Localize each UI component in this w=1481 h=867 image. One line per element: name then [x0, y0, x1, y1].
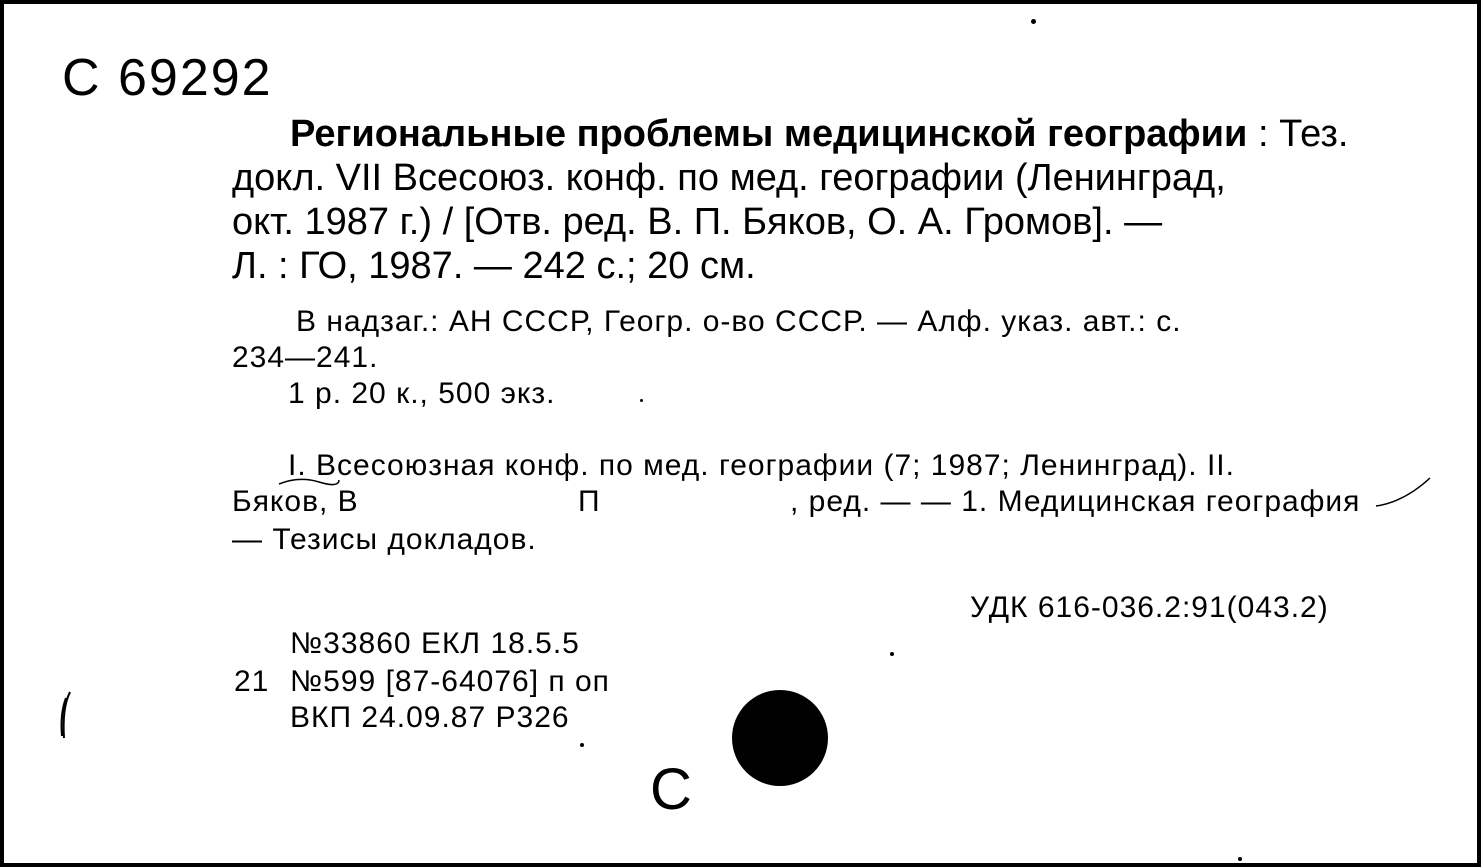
title-bold: Региональные проблемы медицинской географии: [290, 113, 1248, 155]
title-line-1-rest: : Тез.: [1247, 113, 1349, 155]
title-line-1: [290, 112, 1348, 156]
note-line-3: 1 р. 20 к., 500 экз.: [288, 377, 556, 410]
speck: [580, 743, 584, 747]
tracing-line-2a: Бяков, В: [232, 485, 359, 518]
handwritten-mark: [274, 472, 344, 492]
title-line-2: докл. VII Всесоюз. конф. по мед. географии (Ленинград,: [232, 157, 1226, 199]
tracing-line-1: I. Всесоюзная конф. по мед. географии (7; 1987; Ленинград). II.: [288, 449, 1235, 482]
tracing-line-2c: , ред. — — 1. Медицинская география: [790, 485, 1361, 518]
speck: [890, 652, 894, 656]
catalog-line-1: №33860 ЕКЛ 18.5.5: [290, 627, 580, 660]
note-line-2: 234—241.: [232, 341, 379, 374]
title-line-3: окт. 1987 г.) / [Отв. ред. В. П. Бяков, О. А. Громов]. —: [232, 201, 1163, 243]
big-letter: С: [650, 757, 692, 822]
speck: [1238, 857, 1242, 861]
handwritten-mark: [56, 688, 78, 744]
catalog-line-2-num: 21: [234, 665, 270, 698]
handwritten-mark: [1374, 476, 1434, 516]
speck: [640, 399, 643, 402]
udk-code: УДК 616-036.2:91(043.2): [970, 591, 1329, 624]
catalog-line-3: ВКП 24.09.87 Р326: [290, 701, 570, 734]
tracing-line-3: — Тезисы докладов.: [232, 523, 537, 556]
note-line-1: В надзаг.: АН СССР, Геогр. о-во СССР. — Алф. указ. авт.: с.: [296, 305, 1182, 338]
catalog-line-2: №599 [87-64076] п оп: [290, 665, 610, 698]
shelfmark: С 69292: [62, 49, 273, 107]
tracing-line-2b: П: [578, 485, 601, 518]
punch-hole: [732, 690, 828, 786]
speck: [1031, 19, 1036, 24]
title-line-4: Л. : ГО, 1987. — 242 с.; 20 см.: [232, 245, 756, 287]
